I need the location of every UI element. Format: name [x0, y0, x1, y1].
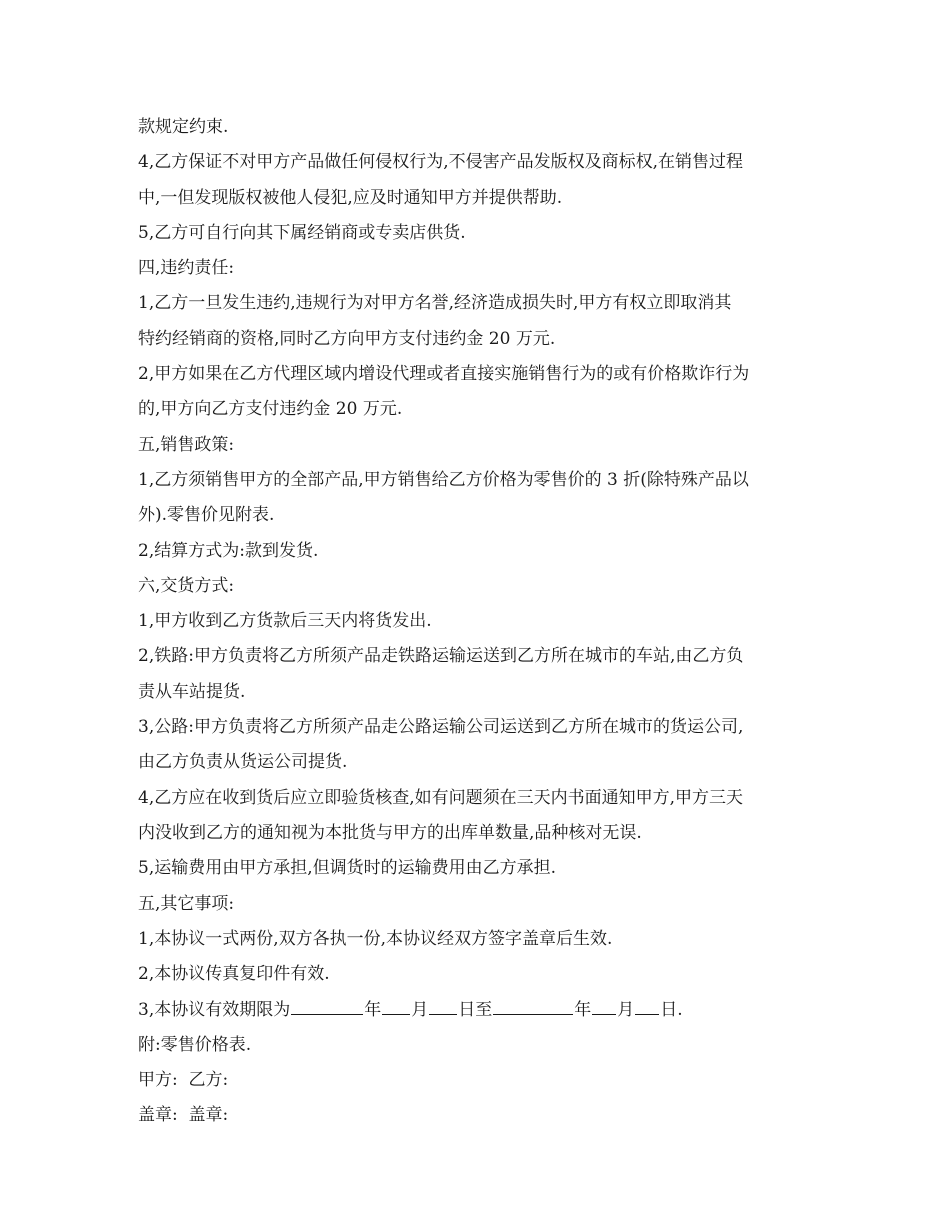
text-line: 的,甲方向乙方支付违约金 20 万元.: [138, 399, 403, 420]
validity-prefix: 3,本协议有效期限为: [138, 1000, 291, 1021]
text-line: 2,本协议传真复印件有效.: [138, 964, 330, 985]
month-blank-start: [382, 992, 410, 1015]
year-blank-start: [291, 992, 363, 1015]
seal-line: 盖章: 盖章:: [138, 1105, 229, 1126]
year-blank-end: [493, 992, 573, 1015]
text-line: 2,甲方如果在乙方代理区域内增设代理或者直接实施销售行为的或有价格欺诈行为: [138, 364, 750, 385]
text-line: 5,运输费用由甲方承担,但调货时的运输费用由乙方承担.: [138, 858, 557, 879]
text-line: 由乙方负责从货运公司提货.: [138, 752, 348, 773]
validity-line: [138, 992, 818, 1027]
year-label-end: 年: [574, 1000, 592, 1021]
month-label-end: 月: [617, 1000, 635, 1021]
day-blank-start: [429, 992, 457, 1015]
text-line: 4,乙方保证不对甲方产品做任何侵权行为,不侵害产品发版权及商标权,在销售过程: [138, 152, 744, 173]
text-line: 1,甲方收到乙方货款后三天内将货发出.: [138, 611, 432, 632]
text-line: 中,一但发现版权被他人侵犯,应及时通知甲方并提供帮助.: [138, 187, 563, 208]
day-label-start: 日至: [458, 1000, 493, 1021]
text-line: 1,乙方须销售甲方的全部产品,甲方销售给乙方价格为零售价的 3 折(除特殊产品以: [138, 469, 749, 490]
text-line: 2,铁路:甲方负责将乙方所须产品走铁路运输运送到乙方所在城市的车站,由乙方负: [138, 646, 744, 667]
contract-page: [138, 110, 818, 1134]
text-line: 内没收到乙方的通知视为本批货与甲方的出库单数量,品种核对无误.: [138, 822, 642, 843]
section-heading: 四,违约责任:: [138, 258, 235, 279]
text-line: 4,乙方应在收到货后应立即验货核查,如有问题须在三天内书面通知甲方,甲方三天: [138, 787, 744, 808]
text-line: 责从车站提货.: [138, 681, 246, 702]
text-line: 外).零售价见附表.: [138, 505, 275, 526]
attachment-line: 附:零售价格表.: [138, 1034, 252, 1055]
day-label-end: 日.: [660, 1000, 683, 1021]
text-line: 2,结算方式为:款到发货.: [138, 540, 319, 561]
text-line: 款规定约束.: [138, 117, 229, 137]
section-heading: 六,交货方式:: [138, 575, 235, 596]
party-line: 甲方: 乙方:: [138, 1070, 229, 1091]
month-label-start: 月: [411, 1000, 429, 1021]
text-line: 特约经销商的资格,同时乙方向甲方支付违约金 20 万元.: [138, 328, 556, 349]
text-line: 1,乙方一旦发生违约,违规行为对甲方名誉,经济造成损失时,甲方有权立即取消其: [138, 293, 732, 314]
section-heading: 五,其它事项:: [138, 893, 235, 914]
text-line: 3,公路:甲方负责将乙方所须产品走公路运输公司运送到乙方所在城市的货运公司,: [138, 717, 744, 738]
year-label-start: 年: [364, 1000, 382, 1021]
day-blank-end: [635, 992, 659, 1015]
section-heading: 五,销售政策:: [138, 434, 235, 455]
text-line: 5,乙方可自行向其下属经销商或专卖店供货.: [138, 222, 466, 243]
month-blank-end: [592, 992, 616, 1015]
text-line: 1,本协议一式两份,双方各执一份,本协议经双方签字盖章后生效.: [138, 928, 613, 949]
